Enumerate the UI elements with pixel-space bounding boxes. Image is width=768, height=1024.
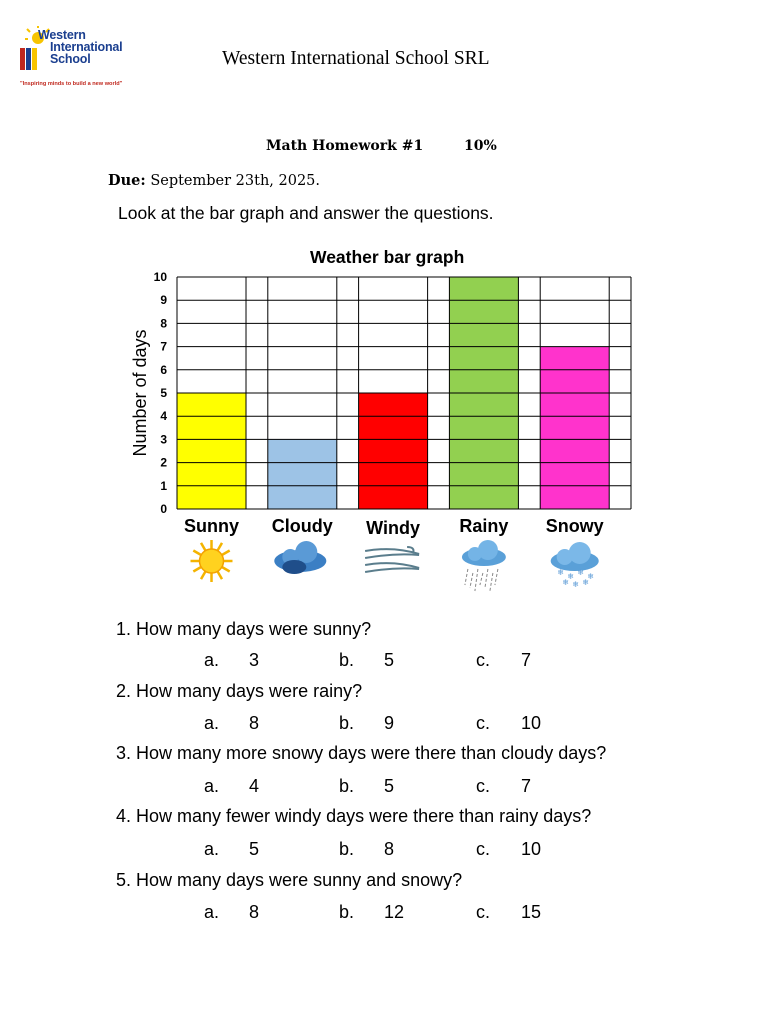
sun-icon	[191, 540, 233, 582]
logo-line-1: Western	[38, 28, 86, 42]
y-tick-label: 9	[160, 293, 167, 308]
bar-windy	[359, 393, 428, 509]
logo-line-3: School	[50, 52, 91, 66]
x-tick-label-snowy: Snowy	[545, 516, 604, 536]
y-tick-label: 7	[160, 339, 167, 354]
svg-text:❄: ❄	[582, 578, 590, 587]
option-letter: b.	[339, 713, 355, 733]
option-letter: c.	[476, 713, 491, 733]
y-tick-label: 2	[160, 455, 167, 470]
due-label: Due:	[108, 172, 146, 189]
option-letter: a.	[204, 713, 220, 733]
svg-text:❄: ❄	[587, 572, 595, 581]
homework-heading	[266, 138, 497, 154]
option-value: 5	[384, 776, 395, 796]
option-value: 12	[384, 902, 405, 922]
svg-text:❄: ❄	[577, 568, 585, 577]
y-tick-label: 1	[160, 478, 167, 493]
question-3: 3. How many more snowy days were there than cloudy days?	[116, 743, 607, 763]
option-value: 7	[521, 650, 532, 670]
option-letter: c.	[476, 650, 491, 670]
y-axis-label: Number of days	[130, 329, 150, 457]
school-logo	[16, 26, 134, 94]
y-tick-label: 6	[160, 362, 167, 377]
option-value: 10	[521, 713, 542, 733]
logo-line-2: International	[50, 40, 123, 54]
option-letter: c.	[476, 776, 491, 796]
option-value: 8	[249, 902, 260, 922]
y-tick-label: 5	[160, 386, 167, 400]
option-value: 8	[249, 713, 260, 733]
question-1: 1. How many days were sunny?	[116, 619, 372, 639]
option-value: 8	[384, 839, 395, 859]
option-letter: a.	[204, 839, 220, 859]
due-line	[108, 172, 320, 189]
option-value: 7	[521, 776, 532, 796]
option-letter: a.	[204, 776, 220, 796]
option-letter: c.	[476, 839, 491, 859]
y-tick-label: 4	[160, 409, 167, 424]
question-4: 4. How many fewer windy days were there than rainy days?	[116, 806, 592, 826]
snow-cloud-icon	[551, 542, 599, 589]
option-value: 15	[521, 902, 542, 922]
option-value: 5	[249, 839, 260, 859]
svg-text:❄: ❄	[557, 568, 565, 577]
question-5: 5. How many days were sunny and snowy?	[116, 870, 463, 890]
x-tick-label-rainy: Rainy	[459, 516, 509, 536]
option-value: 10	[521, 839, 542, 859]
x-tick-label-sunny: Sunny	[183, 516, 240, 536]
option-letter: c.	[476, 902, 491, 922]
y-tick-label: 3	[160, 432, 167, 447]
option-letter: b.	[339, 776, 355, 796]
x-tick-label-windy: Windy	[366, 518, 421, 538]
option-letter: b.	[339, 650, 355, 670]
svg-text:❄: ❄	[567, 572, 575, 581]
option-value: 5	[384, 650, 395, 670]
option-letter: a.	[204, 902, 220, 922]
bar-snowy	[540, 347, 609, 509]
question-2: 2. How many days were rainy?	[116, 681, 363, 701]
option-value: 9	[384, 713, 395, 733]
logo-wordmark	[38, 29, 122, 65]
school-name: Western International School SRL	[222, 48, 490, 69]
option-letter: b.	[339, 839, 355, 859]
svg-text:❄: ❄	[562, 578, 570, 587]
homework-title: Math Homework #1	[266, 138, 424, 154]
rain-cloud-icon	[462, 540, 506, 591]
option-letter: a.	[204, 650, 220, 670]
instruction-text: Look at the bar graph and answer the questions.	[118, 203, 494, 223]
x-tick-label-cloudy: Cloudy	[271, 516, 333, 536]
due-date: September 23th, 2025.	[150, 173, 321, 189]
option-letter: b.	[339, 902, 355, 922]
y-tick-label: 10	[153, 270, 167, 284]
option-value: 3	[249, 650, 260, 670]
option-value: 4	[249, 776, 260, 796]
bar-sunny	[177, 393, 246, 509]
y-tick-label: 8	[160, 316, 167, 331]
bar-cloudy	[268, 439, 337, 509]
chart-title: Weather bar graph	[310, 247, 465, 267]
cloud-icon	[274, 541, 326, 574]
wind-icon	[365, 547, 419, 572]
svg-text:❄: ❄	[572, 580, 580, 589]
logo-tagline: "Inspiring minds to build a new world"	[20, 81, 123, 87]
weather-bar-chart	[120, 262, 640, 614]
homework-weight: 10%	[464, 138, 497, 154]
y-tick-label: 0	[160, 502, 167, 516]
